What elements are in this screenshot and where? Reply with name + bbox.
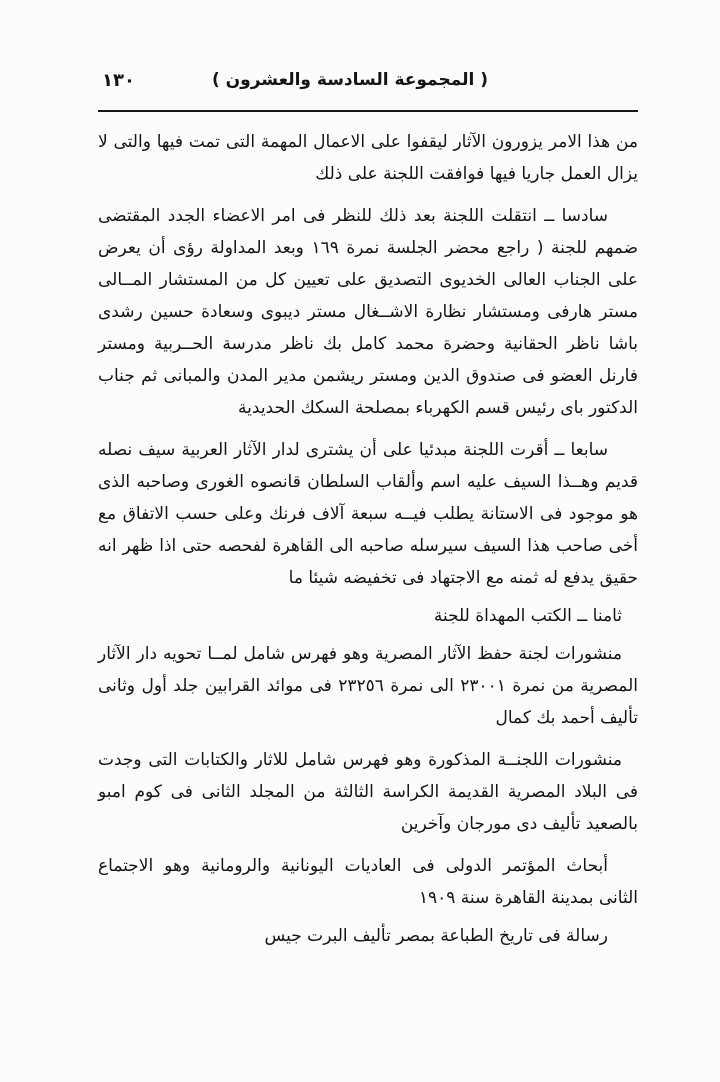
paragraph-item-six: سادسا ــ انتقلت اللجنة بعد ذلك للنظر فى امر الاعضاء الجدد المقتضى ضمهم للجنة ( راجع محضر الجلسة نمرة ١٦٩ وبعد المداولة رؤى أن يعرض على الجناب العالى الخديوى التصديق على تعيين كل من المستشار المــالى مستر هارفى ومستشار نظارة الاشــغال مستر ديبوى وسعادة حسين رشدى باشا ناظر الحقانية وحضرة محمد كامل بك ناظر مدرسة الحــربية ومستر فارنل العضو فى صندوق الدين ومستر ريشمن مدير المدن والمبانى ثم جناب الدكتور باى رئيس قسم الكهرباء بمصلحة السكك الحديدية — [98, 206, 639, 418]
page-number: ١٣٠ — [102, 70, 135, 91]
page-content — [98, 126, 638, 952]
paragraph-book-entry: رسالة فى تاريخ الطباعة بمصر تأليف البرت جيس — [264, 926, 608, 946]
paragraph-item-eight: ثامنا ــ الكتب المهداة للجنة — [433, 606, 622, 626]
page-header — [98, 70, 638, 104]
paragraph-book-entry: منشورات لجنة حفظ الآثار المصرية وهو فهرس شامل لمــا تحويه دار الآثار المصرية من نمرة ٢٣٠٠١ الى نمرة ٢٣٢٥٦ فى موائد القرابين جلد أول وثانى تأليف أحمد بك كمال — [98, 644, 638, 728]
paragraph-intro: من هذا الامر يزورون الآثار ليقفوا على الاعمال المهمة التى تمت فيها والتى لا يزال العمل جاريا فيها فوافقت اللجنة على ذلك — [98, 132, 638, 184]
paragraph-book-entry: أبحاث المؤتمر الدولى فى العاديات اليونانية والرومانية وهو الاجتماع الثانى بمدينة القاهرة سنة ١٩٠٩ — [98, 856, 638, 908]
paragraph-book-entry: منشورات اللجنــة المذكورة وهو فهرس شامل للاثار والكتابات التى وجدت فى البلاد المصرية القديمة الكراسة الثالثة من المجلد الثانى فى كوم امبو بالصعيد تأليف دى مورجان وآخرين — [98, 750, 638, 834]
header-rule — [98, 110, 638, 112]
header-title: ( المجموعة السادسة والعشرون ) — [211, 70, 488, 90]
paragraph-item-seven: سابعا ــ أقرت اللجنة مبدئيا على أن يشترى لدار الآثار العربية سيف نصله قديم وهــذا السيف عليه اسم وألقاب السلطان قانصوه الغورى وصاحبه الذى هو موجود فى الاستانة يطلب فيــه سبعة آلاف فرنك وعلى حسب الاتفاق مع أخى صاحب هذا السيف سيرسله صاحبه الى القاهرة لفحصه حتى اذا ظهر انه حقيق يدفع له ثمنه مع الاجتهاد فى تخفيضه شيئا ما — [98, 440, 638, 588]
